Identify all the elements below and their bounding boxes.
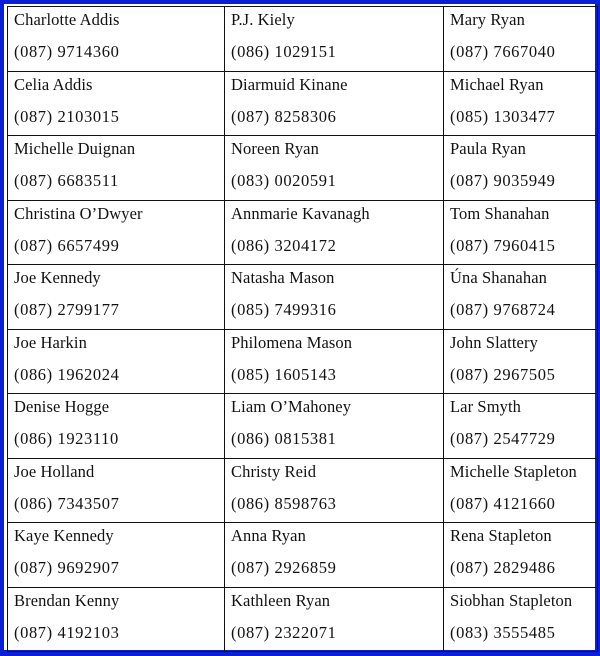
contact-cell xyxy=(8,136,225,201)
contact-phone: (087) 6683511 xyxy=(14,171,119,190)
contact-phone: (087) 7667040 xyxy=(450,42,556,61)
contact-cell xyxy=(225,136,444,201)
contact-cell xyxy=(225,200,444,265)
contact-cell xyxy=(8,587,225,652)
contact-phone: (087) 2829486 xyxy=(450,558,556,577)
contact-cell xyxy=(444,265,598,330)
contact-cell xyxy=(444,329,598,394)
contact-phone: (085) 1605143 xyxy=(231,364,337,384)
contact-phone: (086) 0815381 xyxy=(231,429,337,448)
contact-cell xyxy=(225,71,444,136)
contact-cell xyxy=(8,523,225,588)
contact-cell xyxy=(444,394,598,459)
table-row xyxy=(8,523,598,588)
contact-phone: (086) 7343507 xyxy=(14,493,120,513)
contact-phone: (087) 2967505 xyxy=(450,364,556,384)
table-row xyxy=(8,587,598,652)
contact-cell xyxy=(8,394,225,459)
contact-name: Charlotte Addis xyxy=(14,10,120,29)
contact-name: Lar Smyth xyxy=(450,397,522,416)
contact-cell xyxy=(225,587,444,652)
contact-name: Joe Harkin xyxy=(14,332,87,352)
contact-phone: (087) 9714360 xyxy=(14,42,120,61)
contact-name: Diarmuid Kinane xyxy=(231,74,348,94)
contact-phone: (086) 1029151 xyxy=(231,42,337,61)
contact-cell xyxy=(225,329,444,394)
contact-name: Rena Stapleton xyxy=(450,526,552,545)
contact-cell xyxy=(444,71,598,136)
contact-phone: (087) 2322071 xyxy=(231,622,337,642)
contact-cell xyxy=(444,587,598,652)
contact-name: John Slattery xyxy=(450,332,538,352)
contact-phone: (087) 9768724 xyxy=(450,300,556,319)
contact-cell xyxy=(444,136,598,201)
contact-phone: (086) 3204172 xyxy=(231,235,337,255)
contact-name: Natasha Mason xyxy=(231,268,335,287)
contact-name: Kathleen Ryan xyxy=(231,590,331,610)
contact-cell xyxy=(8,7,225,72)
contact-phone: (087) 2547729 xyxy=(450,429,556,448)
contact-name: Denise Hogge xyxy=(14,397,110,416)
contact-phone: (087) 9035949 xyxy=(450,171,556,190)
contact-phone: (087) 2926859 xyxy=(231,558,337,577)
contact-phone: (083) 0020591 xyxy=(231,171,337,190)
contact-directory-table xyxy=(7,6,598,652)
contact-name: P.J. Kiely xyxy=(231,10,295,29)
contact-phone: (087) 9692907 xyxy=(14,558,120,577)
contact-cell xyxy=(8,458,225,523)
contact-name: Christy Reid xyxy=(231,461,317,481)
contact-cell xyxy=(444,458,598,523)
contact-name: Liam O’Mahoney xyxy=(231,397,352,416)
table-row xyxy=(8,136,598,201)
contact-cell xyxy=(8,71,225,136)
table-row xyxy=(8,329,598,394)
contact-phone: (086) 1923110 xyxy=(14,429,119,448)
contact-cell xyxy=(8,265,225,330)
table-row xyxy=(8,265,598,330)
contact-name: Anna Ryan xyxy=(231,526,306,545)
contact-name: Paula Ryan xyxy=(450,139,526,158)
contact-name: Joe Kennedy xyxy=(14,268,101,287)
contact-name: Michelle Stapleton xyxy=(450,461,577,481)
contact-directory-body xyxy=(8,7,598,652)
contact-name: Mary Ryan xyxy=(450,10,525,29)
table-row xyxy=(8,394,598,459)
contact-cell xyxy=(225,458,444,523)
contact-name: Annmarie Kavanagh xyxy=(231,203,370,223)
contact-name: Kaye Kennedy xyxy=(14,526,114,545)
contact-cell xyxy=(444,7,598,72)
contact-cell xyxy=(8,329,225,394)
contact-phone: (087) 4121660 xyxy=(450,493,556,513)
contact-phone: (086) 8598763 xyxy=(231,493,337,513)
contact-cell xyxy=(225,394,444,459)
contact-name: Siobhan Stapleton xyxy=(450,590,573,610)
contact-cell xyxy=(8,200,225,265)
contact-phone: (086) 1962024 xyxy=(14,364,120,384)
table-row xyxy=(8,71,598,136)
contact-cell xyxy=(444,523,598,588)
contact-name: Brendan Kenny xyxy=(14,590,120,610)
table-row xyxy=(8,7,598,72)
contact-phone: (087) 2103015 xyxy=(14,106,120,126)
contact-name: Celia Addis xyxy=(14,74,93,94)
contact-cell xyxy=(225,523,444,588)
contact-cell xyxy=(444,200,598,265)
contact-cell xyxy=(225,265,444,330)
table-row xyxy=(8,200,598,265)
contact-name: Michelle Duignan xyxy=(14,139,136,158)
contact-phone: (085) 1303477 xyxy=(450,106,556,126)
contact-name: Joe Holland xyxy=(14,461,95,481)
contact-name: Tom Shanahan xyxy=(450,203,550,223)
contact-name: Philomena Mason xyxy=(231,332,353,352)
contact-name: Noreen Ryan xyxy=(231,139,319,158)
contact-phone: (083) 3555485 xyxy=(450,622,556,642)
contact-phone: (085) 7499316 xyxy=(231,300,337,319)
contact-phone: (087) 2799177 xyxy=(14,300,120,319)
contact-name: Michael Ryan xyxy=(450,74,544,94)
contact-name: Úna Shanahan xyxy=(450,268,547,287)
contact-phone: (087) 4192103 xyxy=(14,622,120,642)
contact-phone: (087) 8258306 xyxy=(231,106,337,126)
table-row xyxy=(8,458,598,523)
contact-name: Christina O’Dwyer xyxy=(14,203,143,223)
contact-phone: (087) 6657499 xyxy=(14,235,120,255)
contact-phone: (087) 7960415 xyxy=(450,235,556,255)
contact-cell xyxy=(225,7,444,72)
